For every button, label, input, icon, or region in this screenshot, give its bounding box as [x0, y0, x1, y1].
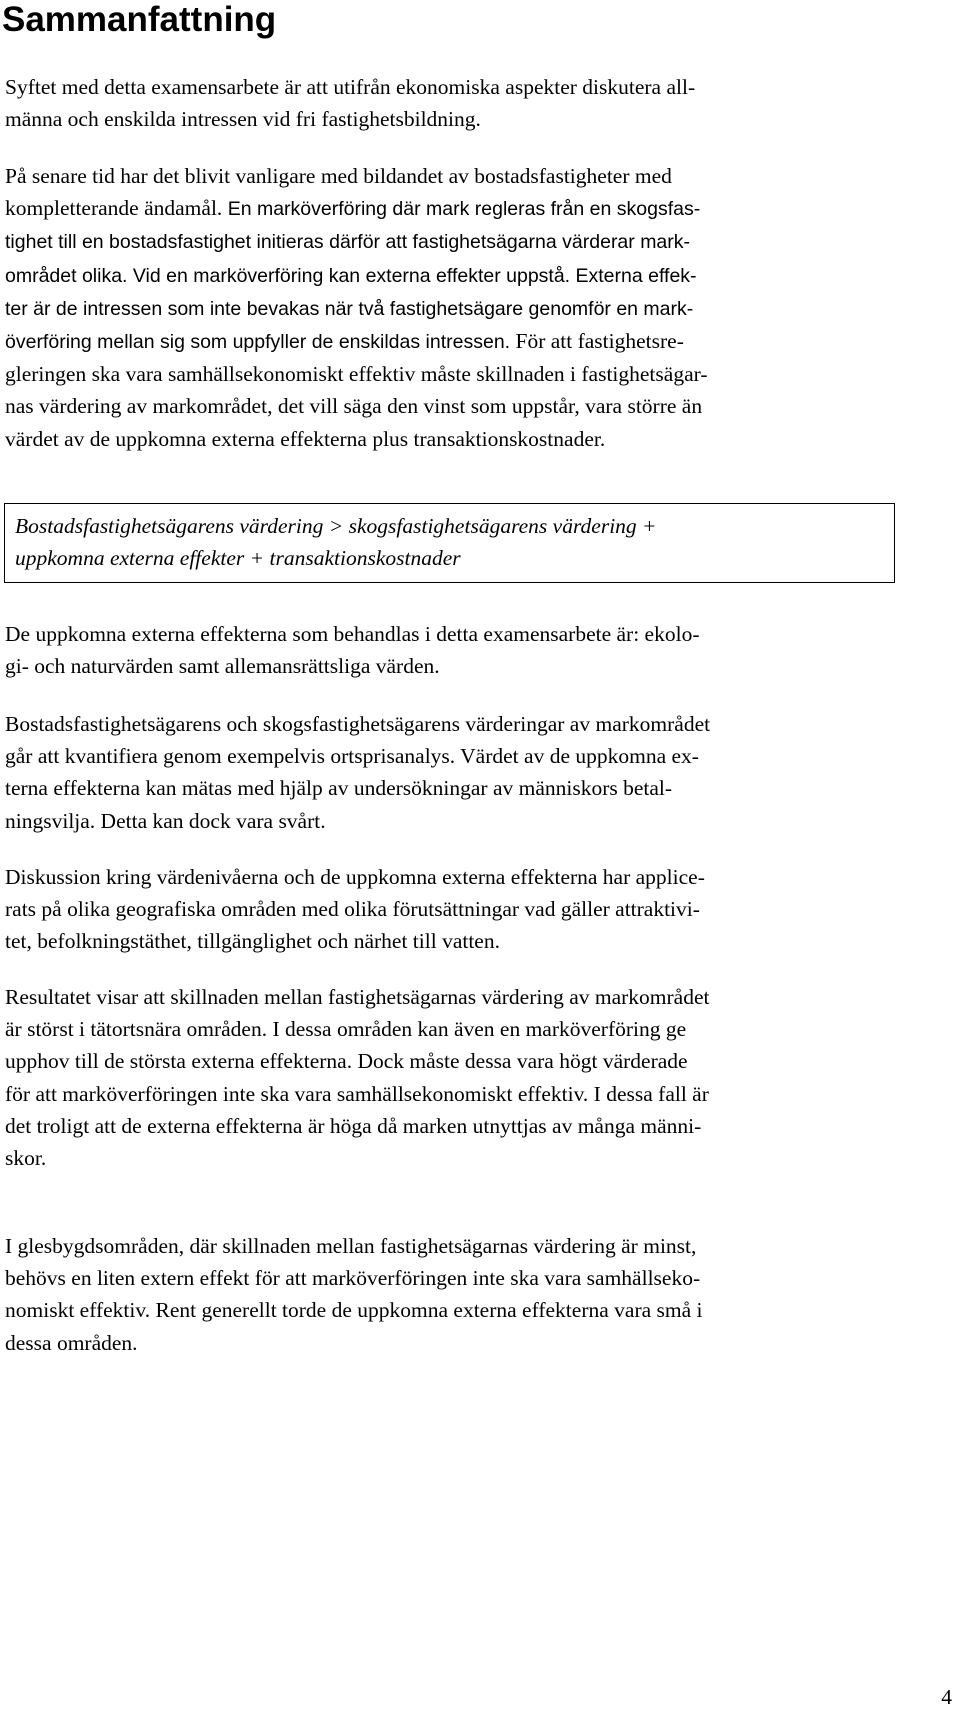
paragraph-rural-areas: [5, 1230, 703, 1359]
text-segment: En marköverföring där mark regleras från en skogsfas-: [227, 198, 701, 221]
text-line: behövs en liten extern effekt för att marköverföringen inte ska vara samhällseko-: [5, 1266, 701, 1291]
text-segment: värdet av de uppkomna externa effekterna plus transaktionskostnader.: [5, 426, 606, 451]
page-number: 4: [941, 1685, 952, 1709]
text-segment: gleringen ska vara samhällsekonomiskt effektiv måste skillnaden i fastighetsägar-: [5, 362, 708, 387]
text-line: [5, 292, 708, 325]
paragraph-external-effects: [5, 618, 699, 682]
text-line: upphov till de största externa effekterna. Dock måste dessa vara högt värderade: [5, 1049, 688, 1074]
text-segment: området olika. Vid en marköverföring kan externa effekter uppstå. Externa effek-: [5, 264, 697, 287]
page-title: Sammanfattning: [2, 0, 277, 39]
text-segment: tighet till en bostadsfastighet initieras därför att fastighetsägarna värderar mark-: [5, 231, 691, 254]
text-line: [5, 160, 708, 192]
text-segment: Syftet med detta examensarbete är att utifrån ekonomiska aspekter diskutera all-: [5, 75, 696, 99]
text-line: det troligt att de externa effekterna är höga då marken utnyttjas av många männi-: [5, 1113, 702, 1138]
text-line: [5, 390, 708, 422]
formula-box: [4, 503, 895, 583]
text-line: är störst i tätortsnära områden. I dessa områden kan även en marköverföring ge: [5, 1017, 687, 1042]
text-line: I glesbygdsområden, där skillnaden mellan fastighetsägarnas värdering är minst,: [5, 1234, 697, 1258]
text-segment: kompletterande ändamål.: [5, 196, 228, 221]
text-line: [5, 225, 708, 258]
text-line: Resultatet visar att skillnaden mellan fastighetsägarnas värdering av markområdet: [5, 985, 710, 1009]
paragraph-background: [5, 160, 708, 455]
text-segment: ter är de intressen som inte bevakas när två fastighetsägare genomför en mark-: [5, 297, 694, 320]
paragraph-results: [5, 981, 709, 1174]
text-segment: männa och enskilda intressen vid fri fastighetsbildning.: [5, 107, 481, 132]
text-line: [5, 71, 695, 103]
paragraph-discussion: [5, 861, 705, 958]
text-line: [5, 325, 708, 358]
text-line: [5, 192, 708, 225]
paragraph-purpose: [5, 71, 695, 135]
text-line: Diskussion kring värdenivåerna och de uppkomna externa effekterna har applice-: [5, 865, 705, 889]
text-segment: På senare tid har det blivit vanligare med bildandet av bostadsfastigheter med: [5, 164, 672, 188]
text-line: dessa områden.: [5, 1330, 138, 1355]
text-line: gi- och naturvärden samt allemansrättsliga värden.: [5, 654, 440, 679]
text-line: Bostadsfastighetsägarens och skogsfastighetsägarens värderingar av markområdet: [5, 712, 711, 736]
text-line: [5, 358, 708, 390]
text-line: [5, 103, 695, 135]
text-line: De uppkomna externa effekterna som behandlas i detta examensarbete är: ekolo-: [5, 622, 700, 646]
formula-line: uppkomna externa effekter + transaktionskostnader: [15, 546, 461, 570]
formula-line: Bostadsfastighetsägarens värdering > skogsfastighetsägarens värdering +: [15, 514, 657, 538]
text-segment: nas värdering av markområdet, det vill säga den vinst som uppstår, vara större än: [5, 394, 703, 419]
text-line: för att marköverföringen inte ska vara samhällsekonomiskt effektiv. I dessa fall är: [5, 1081, 709, 1106]
text-line: [5, 259, 708, 292]
text-line: terna effekterna kan mätas med hjälp av undersökningar av människors betal-: [5, 776, 673, 801]
text-line: går att kvantifiera genom exempelvis ortsprisanalys. Värdet av de uppkomna ex-: [5, 744, 699, 769]
text-line: nomiskt effektiv. Rent generellt torde de uppkomna externa effekterna vara små i: [5, 1298, 703, 1323]
text-line: tet, befolkningstäthet, tillgänglighet och närhet till vatten.: [5, 929, 500, 954]
text-segment: överföring mellan sig som uppfyller de enskildas intressen.: [5, 331, 516, 354]
paragraph-valuations: [5, 708, 710, 837]
text-line: rats på olika geografiska områden med olika förutsättningar vad gäller attraktivi-: [5, 897, 700, 922]
text-line: skor.: [5, 1146, 47, 1171]
text-line: [5, 423, 708, 455]
text-segment: För att fastighetsre-: [515, 329, 684, 354]
text-line: ningsvilja. Detta kan dock vara svårt.: [5, 808, 326, 833]
